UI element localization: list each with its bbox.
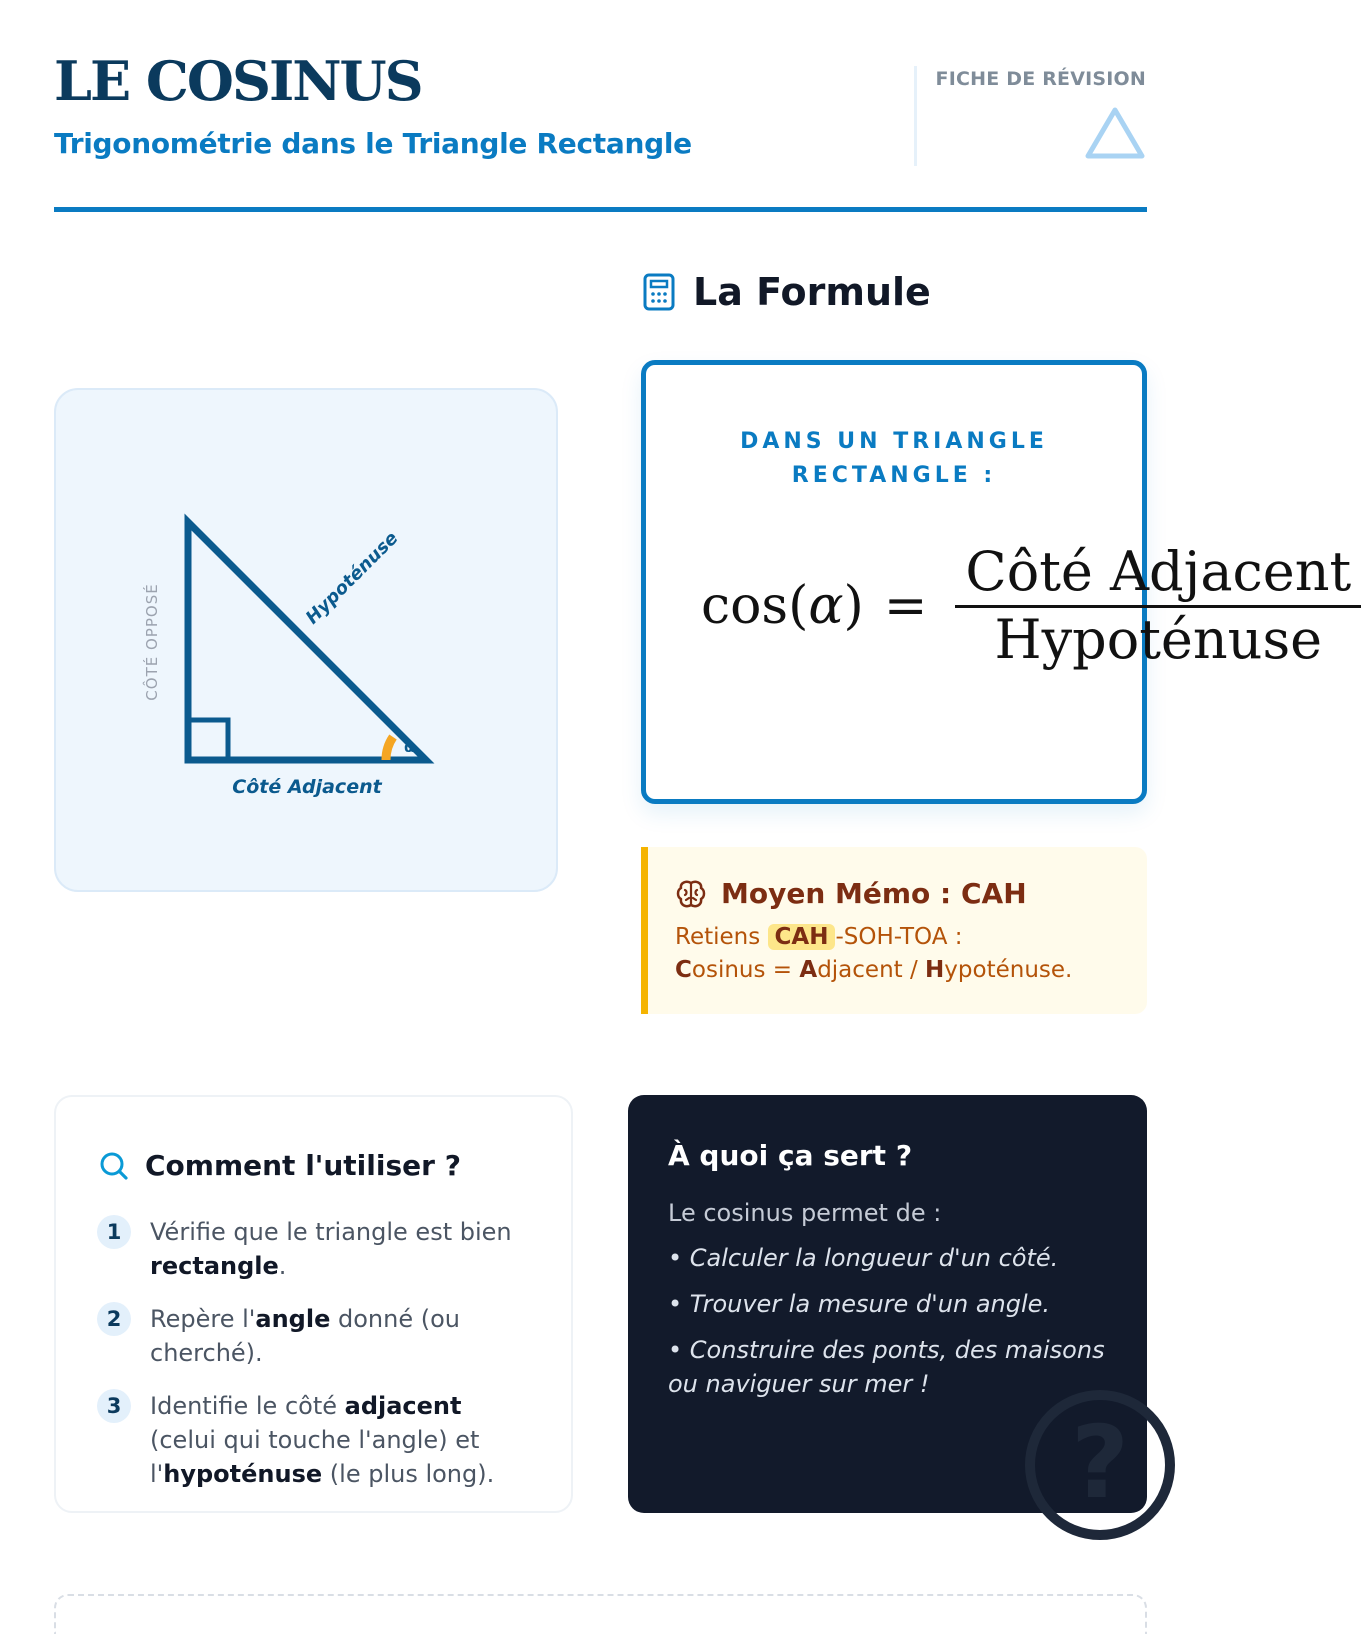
step-number-badge: 2 — [97, 1302, 131, 1336]
hypotenuse-label: Hypoténuse — [301, 527, 403, 629]
memo-body: Retiens CAH -SOH-TOA : Cosinus = Adjacent / Hypoténuse. — [675, 921, 1147, 987]
formula-fraction — [955, 540, 1361, 673]
memo-callout — [641, 847, 1147, 1014]
cosine-formula — [701, 540, 1361, 673]
sheet-kicker: FICHE DE RÉVISION — [935, 68, 1146, 90]
step-text: Identifie le côté adjacent (celui qui touche l'angle) et l'hypoténuse (le plus long). — [150, 1392, 495, 1488]
step-item — [97, 1302, 517, 1370]
right-angle-marker — [188, 720, 228, 760]
step-number-badge: 1 — [97, 1215, 131, 1249]
memo-mnemonic-line: Cosinus = Adjacent / Hypoténuse. — [675, 957, 1073, 983]
formula-condition-label: DANS UN TRIANGLE RECTANGLE : — [740, 429, 1048, 488]
formula-equals: = — [883, 576, 928, 637]
svg-text:?: ? — [1070, 1404, 1130, 1521]
how-to-header — [99, 1149, 461, 1182]
right-triangle-diagram — [56, 390, 560, 894]
uses-list-item: • Construire des ponts, des maisons ou naviguer sur mer ! — [668, 1336, 1105, 1398]
uses-list-item: • Trouver la mesure d'un angle. — [668, 1290, 1051, 1318]
step-text: Repère l'angle donné (ou cherché). — [150, 1305, 460, 1367]
how-to-card — [54, 1095, 573, 1513]
search-icon — [99, 1151, 129, 1181]
triangle-shape — [188, 522, 426, 760]
triangle-diagram-card — [54, 388, 558, 892]
step-number-badge: 3 — [97, 1389, 131, 1423]
uses-intro: Le cosinus permet de : — [668, 1199, 942, 1227]
memo-header — [675, 877, 1147, 910]
brain-icon — [675, 878, 707, 910]
formula-card — [641, 360, 1352, 804]
header-divider — [914, 66, 917, 166]
uses-list-item: • Calculer la longueur d'un côté. — [668, 1244, 1059, 1272]
page-title: LE COSINUS — [54, 49, 422, 113]
step-item — [97, 1215, 517, 1283]
memo-title: Moyen Mémo : CAH — [721, 877, 1027, 910]
uses-card — [628, 1095, 1147, 1521]
adjacent-side-label: Côté Adjacent — [232, 776, 382, 798]
formula-lhs: cos(α) — [701, 576, 864, 637]
formula-heading: La Formule — [693, 270, 931, 314]
calculator-icon — [643, 273, 675, 311]
formula-section-header — [643, 270, 931, 314]
formula-numerator: Côté Adjacent — [965, 540, 1352, 603]
formula-denominator: Hypoténuse — [994, 607, 1323, 671]
angle-alpha-label: α — [404, 738, 415, 756]
header-rule — [54, 207, 1147, 212]
step-text: Vérifie que le triangle est bien rectangle. — [150, 1218, 512, 1280]
bottom-dashed-section — [54, 1594, 1147, 1634]
question-mark-icon — [1020, 1385, 1180, 1545]
opposite-side-label: CÔTÉ OPPOSÉ — [143, 583, 161, 701]
step-item — [97, 1389, 517, 1491]
how-to-title: Comment l'utiliser ? — [145, 1149, 461, 1182]
uses-title: À quoi ça sert ? — [668, 1139, 913, 1172]
page-subtitle: Trigonométrie dans le Triangle Rectangle — [54, 127, 692, 160]
cah-highlight: CAH — [768, 924, 836, 950]
triangle-icon — [1083, 105, 1147, 161]
